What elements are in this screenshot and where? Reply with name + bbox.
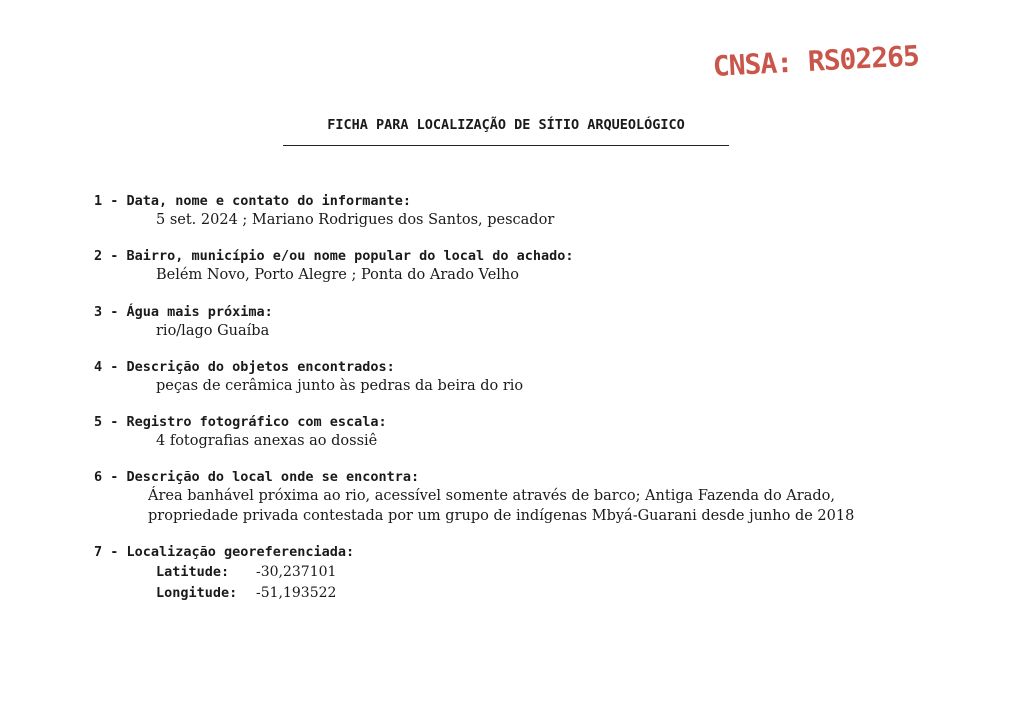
section-value: peças de cerâmica junto às pedras da beira do rio: [156, 378, 524, 394]
title-underline: [283, 145, 729, 146]
longitude-row: [156, 582, 974, 603]
section-label: 1 - Data, nome e contato do informante:: [94, 193, 411, 209]
section-georeference: [94, 543, 974, 603]
section-value: rio/lago Guaíba: [156, 323, 270, 339]
latitude-row: [156, 561, 974, 582]
section-site-description: [94, 468, 974, 526]
section-value-line-2: propriedade privada contestada por um grupo de indígenas Mbyá-Guarani desde junho de 2018: [148, 508, 855, 524]
section-nearest-water: [94, 303, 974, 341]
section-photos: [94, 413, 974, 451]
section-informant: [94, 192, 974, 230]
longitude-value: -51,193522: [256, 585, 337, 601]
latitude-label: Latitude:: [156, 564, 230, 580]
section-value-line-1: Área banhável próxima ao rio, acessível somente através de barco; Antiga Fazenda do Arado,: [148, 488, 835, 504]
section-label: 3 - Água mais próxima:: [94, 304, 273, 320]
section-label: 6 - Descrição do local onde se encontra:: [94, 469, 420, 485]
section-objects: [94, 358, 974, 396]
section-label: 5 - Registro fotográfico com escala:: [94, 414, 387, 430]
form-title: FICHA PARA LOCALIZAÇÃO DE SÍTIO ARQUEOLÓGICO: [327, 117, 685, 133]
section-label: 7 - Localização georeferenciada:: [94, 544, 355, 560]
section-value: 5 set. 2024 ; Mariano Rodrigues dos Santos, pescador: [156, 212, 555, 228]
section-value: Belém Novo, Porto Alegre ; Ponta do Arado Velho: [156, 267, 519, 283]
latitude-value: -30,237101: [256, 564, 337, 580]
section-value: 4 fotografias anexas ao dossiê: [156, 433, 378, 449]
section-label: 4 - Descrição do objetos encontrados:: [94, 359, 395, 375]
section-location-name: [94, 247, 974, 285]
longitude-label: Longitude:: [156, 585, 238, 601]
cnsa-stamp: CNSA: RS02265: [712, 39, 920, 83]
section-label: 2 - Bairro, município e/ou nome popular do local do achado:: [94, 248, 574, 264]
